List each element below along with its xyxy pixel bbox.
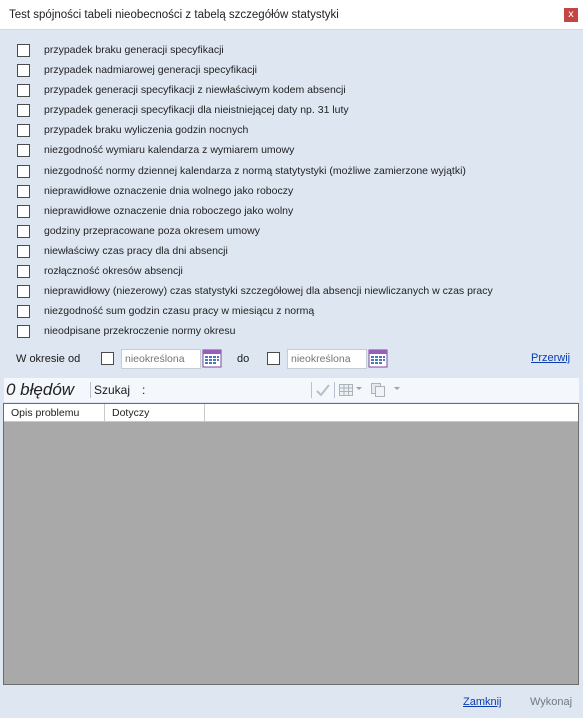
check-item-missing-generation[interactable] <box>17 42 577 62</box>
period-row <box>0 347 583 371</box>
check-label: przypadek braku wyliczenia godzin nocnych <box>44 124 249 137</box>
close-link[interactable]: Zamknij <box>463 696 502 708</box>
grid-header <box>4 404 578 422</box>
check-item-monthly-sum[interactable] <box>17 303 577 323</box>
check-item-excess-generation[interactable] <box>17 62 577 82</box>
checkbox[interactable] <box>17 325 30 338</box>
checkbox[interactable] <box>17 144 30 157</box>
interrupt-link[interactable]: Przerwij <box>531 352 571 364</box>
check-item-hours-outside-contract[interactable] <box>17 223 577 243</box>
check-item-wrong-absence-code[interactable] <box>17 82 577 102</box>
toolbar-separator <box>311 382 312 398</box>
window-title: Test spójności tabeli nieobecności z tabelą szczegółów statystyki <box>9 9 339 21</box>
check-item-night-hours[interactable] <box>17 122 577 142</box>
search-input[interactable] <box>156 381 306 399</box>
check-label: przypadek braku generacji specyfikacji <box>44 44 224 56</box>
toolbar-separator <box>334 382 335 398</box>
check-list <box>17 42 577 343</box>
checkbox[interactable] <box>17 84 30 97</box>
checkmark-icon[interactable] <box>315 382 331 398</box>
check-item-free-as-working[interactable] <box>17 183 577 203</box>
checkbox[interactable] <box>17 44 30 57</box>
check-item-calendar-vs-contract[interactable] <box>17 142 577 162</box>
column-header-concerns[interactable]: Dotyczy <box>105 404 205 422</box>
error-count: 0 błędów <box>6 380 75 399</box>
check-item-wrong-absence-time[interactable] <box>17 243 577 263</box>
checkbox[interactable] <box>17 205 30 218</box>
title-bar <box>0 0 583 30</box>
check-item-working-as-free[interactable] <box>17 203 577 223</box>
chevron-down-icon[interactable] <box>356 387 362 390</box>
period-to-input[interactable] <box>287 349 367 369</box>
check-label: godziny przepracowane poza okresem umowy <box>44 224 260 237</box>
checkbox[interactable] <box>17 64 30 77</box>
period-from-checkbox[interactable] <box>101 352 114 365</box>
search-colon: : <box>142 383 146 397</box>
check-item-norm-overrun[interactable] <box>17 323 577 343</box>
footer <box>0 688 583 718</box>
period-to-checkbox[interactable] <box>267 352 280 365</box>
checkbox[interactable] <box>17 285 30 298</box>
check-item-absence-disjointness[interactable] <box>17 263 577 283</box>
checkbox[interactable] <box>17 165 30 178</box>
check-label: niezgodność wymiaru kalendarza z wymiarem umowy <box>44 144 295 157</box>
calendar-icon[interactable] <box>202 349 222 368</box>
check-label: przypadek generacji specyfikacji dla nieistniejącej daty np. 31 luty <box>44 104 349 117</box>
results-grid <box>3 403 579 685</box>
chevron-down-icon[interactable] <box>394 387 400 390</box>
run-button[interactable]: Wykonaj <box>530 696 573 708</box>
check-label: niezgodność sum godzin czasu pracy w miesiącu z normą <box>44 305 315 318</box>
check-label: nieodpisane przekroczenie normy okresu <box>44 325 236 338</box>
column-header-description[interactable]: Opis problemu <box>4 404 105 422</box>
checkbox[interactable] <box>17 245 30 258</box>
checkbox[interactable] <box>17 104 30 117</box>
period-from-input[interactable] <box>121 349 201 369</box>
check-label: niewłaściwy czas pracy dla dni absencji <box>44 244 228 257</box>
check-label: nieprawidłowe oznaczenie dnia roboczego jako wolny <box>44 204 294 217</box>
results-toolbar <box>4 378 579 402</box>
check-label: niezgodność normy dziennej kalendarza z normą statytystyki (możliwe zamierzone wyjątki) <box>44 164 466 177</box>
calendar-icon[interactable] <box>368 349 388 368</box>
check-label: nieprawidłowe oznaczenie dnia wolnego jako roboczy <box>44 184 294 197</box>
checkbox[interactable] <box>17 305 30 318</box>
grid-icon[interactable] <box>338 382 354 398</box>
period-to-label: do <box>237 353 250 365</box>
check-label: nieprawidłowy (niezerowy) czas statystyki szczegółowej dla absencji niewliczanych w czas pracy <box>44 285 493 298</box>
check-label: przypadek generacji specyfikacji z niewłaściwym kodem absencji <box>44 84 346 97</box>
checkbox[interactable] <box>17 185 30 198</box>
check-item-nonexistent-date[interactable] <box>17 102 577 122</box>
check-item-daily-norm[interactable] <box>17 163 577 183</box>
check-item-nonzero-stat-time[interactable] <box>17 283 577 303</box>
checkbox[interactable] <box>17 124 30 137</box>
close-button[interactable]: x <box>564 8 578 22</box>
toolbar-separator <box>90 382 91 398</box>
period-from-label: W okresie od <box>16 353 81 365</box>
checkbox[interactable] <box>17 225 30 238</box>
copy-icon[interactable] <box>370 382 386 398</box>
check-label: rozłączność okresów absencji <box>44 265 183 278</box>
search-label: Szukaj <box>94 383 131 397</box>
checkbox[interactable] <box>17 265 30 278</box>
check-label: przypadek nadmiarowej generacji specyfikacji <box>44 64 258 77</box>
